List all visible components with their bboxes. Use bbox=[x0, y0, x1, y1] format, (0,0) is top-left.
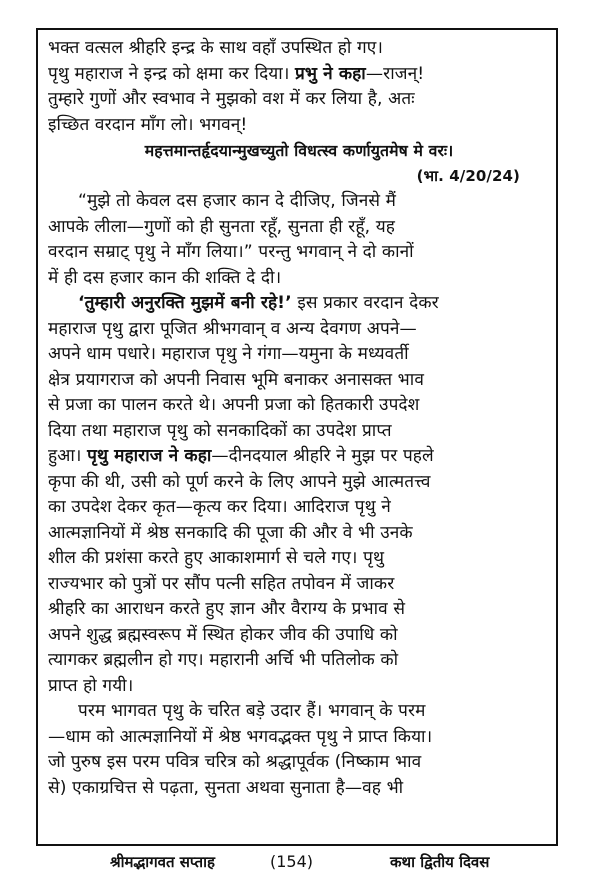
text-line: दिया तथा महाराज पृथु को सनकादिकों का उपदेश प्राप्त bbox=[48, 420, 392, 441]
page-footer bbox=[110, 852, 489, 872]
text-line: में ही दस हजार कान की शक्ति दे दी। bbox=[48, 267, 282, 288]
footer-book-title: श्रीमद्भागवत सप्ताह bbox=[110, 853, 215, 871]
text-line: —धाम को आत्मज्ञानियों में श्रेष्ठ भगवद्भक्त पृथु ने प्राप्त किया। bbox=[48, 726, 433, 747]
text-line: भक्त वत्सल श्रीहरि इन्द्र के साथ वहाँ उपस्थित हो गए। bbox=[48, 38, 384, 58]
text-line: इच्छित वरदान माँग लो। भगवन्! bbox=[48, 114, 248, 135]
text-line: शील की प्रशंसा करते हुए आकाशमार्ग से चले गए। पृथु bbox=[48, 548, 385, 568]
text-line: अपने शुद्ध ब्रह्मस्वरूप में स्थित होकर जीव की उपाधि को bbox=[48, 624, 398, 645]
page-number: (154) bbox=[270, 852, 314, 871]
text-line: क्षेत्र प्रयागराज को अपनी निवास भूमि बनाकर अनासक्त भाव bbox=[48, 369, 424, 390]
quote-bold: ‘तुम्हारी अनुरक्ति मुझमें बनी रहे!’ bbox=[78, 293, 292, 313]
verse-reference: (भा. 4/20/24) bbox=[416, 166, 520, 185]
text-line: राज्यभार को पुत्रों पर सौंप पत्नी सहित तपोवन में जाकर bbox=[48, 573, 395, 594]
speaker-label: प्रभु ने कहा bbox=[295, 63, 366, 84]
sanskrit-verse: महत्तमान्तर्हृदयान्मुखच्युतो विधत्स्व कर्णायुतमेष मे वरः। bbox=[144, 141, 454, 160]
text-line: जो पुरुष इस परम पवित्र चरित्र को श्रद्धापूर्वक (निष्काम भाव bbox=[48, 752, 422, 772]
text-line: ‘तुम्हारी अनुरक्ति मुझमें बनी रहे!’ इस प्रकार वरदान देकर bbox=[78, 293, 439, 313]
text-line: महाराज पृथु द्वारा पूजित श्रीभगवान् व अन्य देवगण अपने— bbox=[48, 318, 417, 339]
footer-chapter: कथा द्वितीय दिवस bbox=[390, 853, 490, 871]
text-line: का उपदेश देकर कृत—कृत्य कर दिया। आदिराज पृथु ने bbox=[48, 497, 391, 517]
text-line: प्राप्त हो गयी। bbox=[48, 675, 134, 696]
text-line: कृपा की थी, उसी को पूर्ण करने के लिए आपने मुझे आत्मतत्त्व bbox=[48, 471, 431, 492]
text-line: आत्मज्ञानियों में श्रेष्ठ सनकादि की पूजा की और वे भी उनके bbox=[48, 522, 413, 543]
text-line: अपने धाम पधारे। महाराज पृथु ने गंगा—यमुना के मध्यवर्ती bbox=[48, 344, 409, 364]
text-line: से) एकाग्रचित्त से पढ़ता, सुनता अथवा सुनाता है—वह भी bbox=[48, 777, 404, 798]
text-line: से प्रजा का पालन करते थे। अपनी प्रजा को हितकारी उपदेश bbox=[48, 395, 420, 415]
speaker-label: पृथु महाराज ने कहा bbox=[87, 446, 212, 466]
text-line: श्रीहरि का आराधन करते हुए ज्ञान और वैराग्य के प्रभाव से bbox=[48, 599, 406, 619]
text-line: पृथु महाराज ने इन्द्र को क्षमा कर दिया। प्रभु ने कहा—राजन्! bbox=[48, 63, 425, 84]
text-line: त्यागकर ब्रह्मलीन हो गए। महारानी अर्चि भी पतिलोक को bbox=[48, 650, 399, 670]
text-line: परम भागवत पृथु के चरित बड़े उदार हैं। भगवान् के परम bbox=[78, 701, 426, 721]
text-line: वरदान सम्राट् पृथु ने माँग लिया।” परन्तु भगवान् ने दो कानों bbox=[48, 242, 414, 262]
text-line: हुआ। पृथु महाराज ने कहा—दीनदयाल श्रीहरि ने मुझ पर पहले bbox=[48, 446, 434, 466]
page-body bbox=[48, 36, 550, 801]
text-line: “मुझे तो केवल दस हजार कान दे दीजिए, जिनसे मैं bbox=[78, 191, 397, 211]
text-line: आपके लीला—गुणों को ही सुनता रहूँ, सुनता ही रहूँ, यह bbox=[48, 216, 396, 237]
text-line: तुम्हारे गुणों और स्वभाव ने मुझको वश में कर लिया है, अतः bbox=[48, 89, 415, 109]
